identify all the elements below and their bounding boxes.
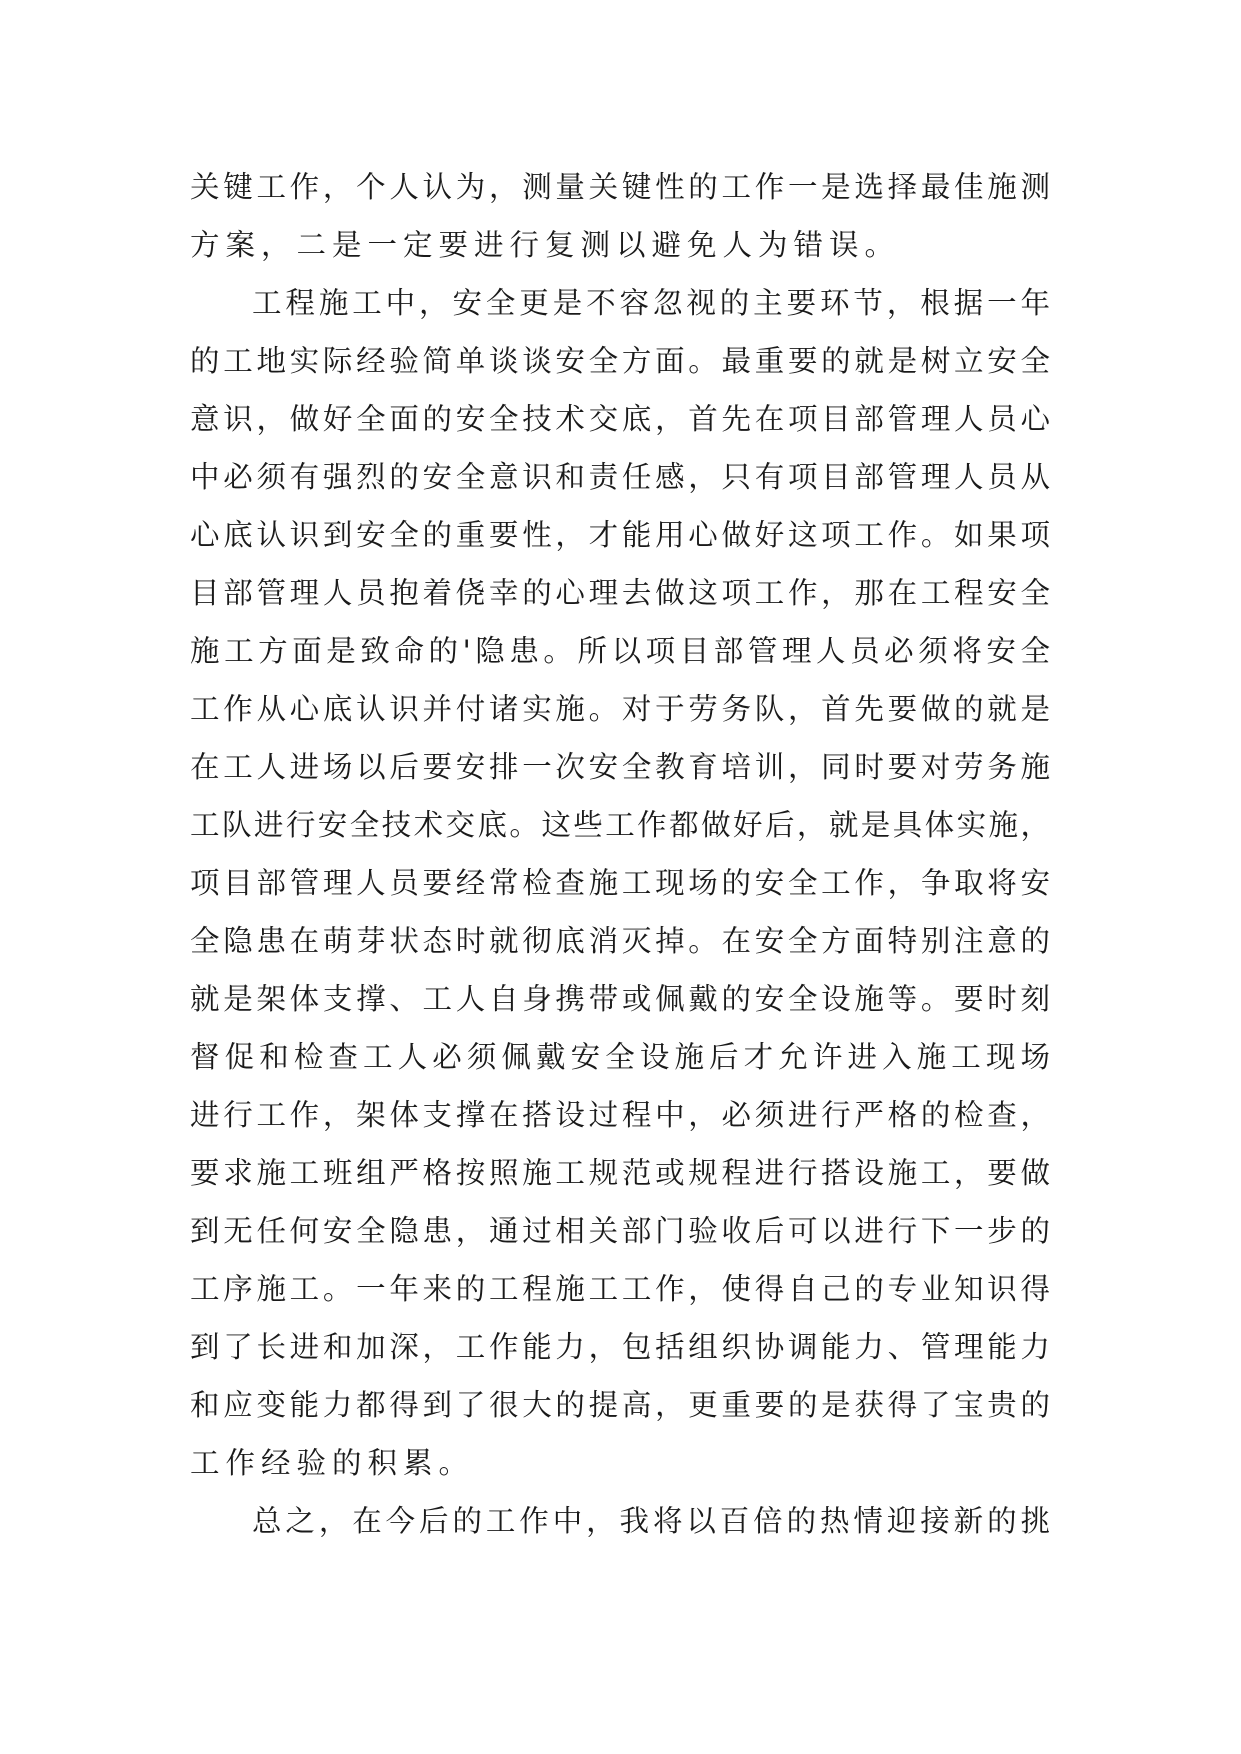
text-line: 督促和检查工人必须佩戴安全设施后才允许进入施工现场 — [190, 1040, 1050, 1074]
text-line: 要求施工班组严格按照施工规范或规程进行搭设施工，要做 — [190, 1156, 1050, 1190]
text-line: 意识，做好全面的安全技术交底，首先在项目部管理人员心 — [190, 402, 1050, 436]
text-line: 目部管理人员抱着侥幸的心理去做这项工作，那在工程安全 — [190, 576, 1050, 610]
text-line: 在工人进场以后要安排一次安全教育培训，同时要对劳务施 — [190, 750, 1050, 784]
text-line: 到了长进和加深，工作能力，包括组织协调能力、管理能力 — [190, 1330, 1050, 1364]
text-line: 工队进行安全技术交底。这些工作都做好后，就是具体实施， — [190, 808, 1050, 842]
text-line: 全隐患在萌芽状态时就彻底消灭掉。在安全方面特别注意的 — [190, 924, 1050, 958]
text-line: 和应变能力都得到了很大的提高，更重要的是获得了宝贵的 — [190, 1388, 1050, 1422]
text-line: 进行工作，架体支撑在搭设过程中，必须进行严格的检查， — [190, 1098, 1050, 1132]
text-line: 工作经验的积累。 — [190, 1446, 475, 1480]
text-line: 就是架体支撑、工人自身携带或佩戴的安全设施等。要时刻 — [190, 982, 1050, 1016]
text-line: 关键工作，个人认为，测量关键性的工作一是选择最佳施测 — [190, 170, 1050, 204]
text-line: 工序施工。一年来的工程施工工作，使得自己的专业知识得 — [190, 1272, 1050, 1306]
text-line: 的工地实际经验简单谈谈安全方面。最重要的就是树立安全 — [190, 344, 1050, 378]
text-line: 方案，二是一定要进行复测以避免人为错误。 — [190, 228, 901, 262]
text-line: 到无任何安全隐患，通过相关部门验收后可以进行下一步的 — [190, 1214, 1050, 1248]
text-line: 心底认识到安全的重要性，才能用心做好这项工作。如果项 — [190, 518, 1050, 552]
text-line: 工作从心底认识并付诸实施。对于劳务队，首先要做的就是 — [190, 692, 1050, 726]
text-line: 总之，在今后的工作中，我将以百倍的热情迎接新的挑 — [252, 1504, 1050, 1538]
text-line: 中必须有强烈的安全意识和责任感，只有项目部管理人员从 — [190, 460, 1050, 494]
text-line: 项目部管理人员要经常检查施工现场的安全工作，争取将安 — [190, 866, 1050, 900]
text-line: 工程施工中，安全更是不容忽视的主要环节，根据一年 — [252, 286, 1050, 320]
text-line: 施工方面是致命的'隐患。所以项目部管理人员必须将安全 — [190, 634, 1050, 668]
body-text — [190, 158, 1050, 1550]
